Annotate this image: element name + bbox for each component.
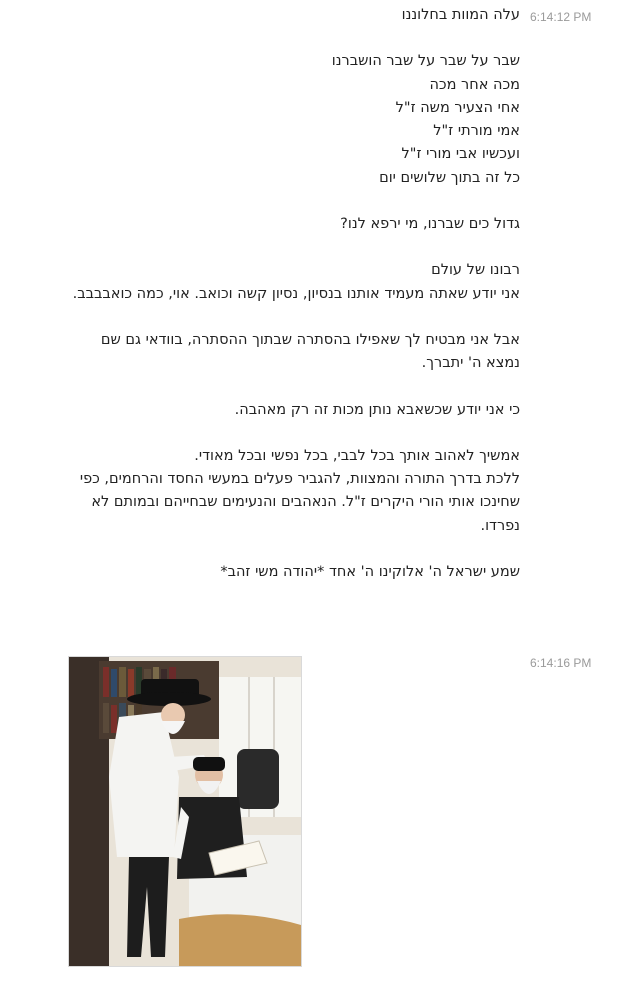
- message-line: אמי מורתי ז"ל: [433, 123, 520, 140]
- message-line: אבל אני מבטיח לך שאפילו בהסתרה שבתוך ההסתרה, בוודאי גם שם: [100, 331, 520, 348]
- line-gap: [60, 306, 520, 329]
- message-line: אמשיך לאהוב אותך בכל לבבי, בכל נפשי ובכל מאודי.: [194, 447, 520, 464]
- line-gap: [60, 538, 520, 561]
- photo-standing-man: [109, 712, 179, 857]
- message-line: כל זה בתוך שלושים יום: [379, 169, 520, 186]
- message-text[interactable]: [60, 4, 520, 584]
- message-timestamp: 6:14:12 PM: [530, 10, 592, 24]
- message-timestamp: 6:14:16 PM: [530, 656, 592, 670]
- message-line: עלה המוות בחלוננו: [401, 7, 520, 23]
- photo-illustration: [69, 657, 301, 966]
- message-line: כי אני יודע שכשאבא נותן מכות זה רק מאהבה.: [234, 401, 520, 418]
- message-line: אחי הצעיר משה ז"ל: [395, 99, 520, 116]
- message-line: גדול כים שברנו, מי ירפא לנו?: [340, 216, 520, 233]
- photo-chair: [237, 749, 279, 809]
- line-gap: [60, 376, 520, 399]
- line-gap: [60, 236, 520, 259]
- message-line: נמצא ה' יתברך.: [421, 355, 520, 372]
- message-line: מכה אחר מכה: [429, 76, 520, 93]
- message-line: שבר על שבר על שבר הושברנו: [331, 53, 520, 70]
- message-line: ללכת בדרך התורה והמצוות, להגביר פעלים במעשי החסד והרחמים, כפי שחינכו אותי הורי היקרים ז"ל. הנאהבים והנעימים שבחייהם ובמותם לא נפרדו.: [79, 471, 520, 534]
- line-gap: [60, 422, 520, 445]
- photo-wooden-chair: [179, 914, 301, 966]
- message-line: אני יודע שאתה מעמיד אותנו בנסיון, נסיון קשה וכואב. אוי, כמה כואבבבב.: [72, 285, 520, 302]
- message-photo[interactable]: [68, 656, 302, 967]
- line-gap: [60, 190, 520, 213]
- message-line: ועכשיו אבי מורי ז"ל: [401, 146, 520, 163]
- message-line: רבונו של עולם: [431, 262, 520, 279]
- message-line: שמע ישראל ה' אלוקינו ה' אחד *יהודה משי זהב*: [220, 564, 520, 581]
- line-gap: [60, 27, 520, 50]
